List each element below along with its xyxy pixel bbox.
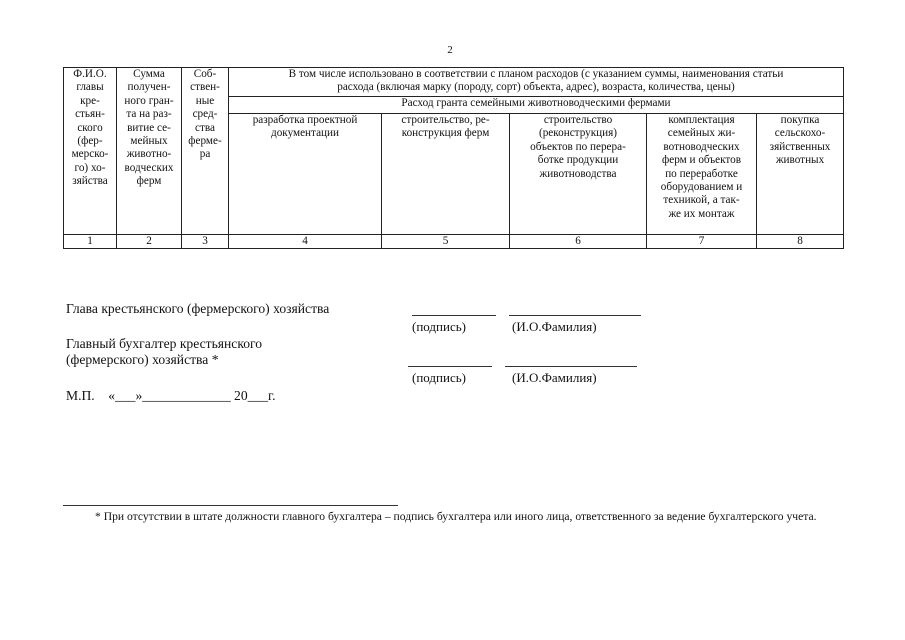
header-expense-plan: В том числе использовано в соответствии с планом расходов (с указанием суммы, наименования статьи расхода (включая марку (породу, сорт) объекта, адрес), возраста, количества, цены): [229, 68, 844, 97]
head-name-caption: (И.О.Фамилия): [512, 319, 597, 334]
footnote-separator: [63, 505, 398, 506]
header-animal-purchase: покупка сельскохо- зяйственных животных: [757, 114, 844, 235]
chief-accountant-label: Главный бухгалтер крестьянского (фермерского) хозяйства *: [66, 336, 263, 367]
column-number: 3: [182, 235, 229, 249]
header-processing-construction: строительство (реконструкция) объектов по перера- ботке продукции животноводства: [510, 114, 647, 235]
header-grant-sum: Сумма получен- ного гран- та на раз- витие се- мейных животно- водческих ферм: [117, 68, 182, 235]
accountant-signature-line: [408, 366, 492, 367]
accountant-name-caption: (И.О.Фамилия): [512, 370, 597, 385]
column-number: 2: [117, 235, 182, 249]
page-number: 2: [447, 44, 453, 56]
stamp-date-line: М.П. «___»_____________ 20___г.: [66, 388, 276, 403]
head-signature-caption: (подпись): [412, 319, 466, 334]
grant-expense-table: [63, 67, 844, 249]
header-equipment: комплектация семейных жи- вотноводческих ферм и объектов по переработке оборудованием и техникой, а так- же их монтаж: [647, 114, 757, 235]
column-number: 1: [64, 235, 117, 249]
header-project-documentation: разработка проектной документации: [229, 114, 382, 235]
accountant-name-line: [505, 366, 637, 367]
column-number: 5: [382, 235, 510, 249]
head-of-farm-label: Глава крестьянского (фермерского) хозяйства: [66, 301, 330, 316]
column-number: 7: [647, 235, 757, 249]
footnote-text: * При отсутствии в штате должности главного бухгалтера – подпись бухгалтера или иного лица, ответственного за ведение бухгалтерского учета.: [95, 510, 817, 523]
header-fio: Ф.И.О. главы кре- стьян- ского (фер- мерско- го) хо- зяйства: [64, 68, 117, 235]
head-name-line: [509, 315, 641, 316]
column-number: 6: [510, 235, 647, 249]
accountant-signature-caption: (подпись): [412, 370, 466, 385]
header-own-funds: Соб- ствен- ные сред- ства ферме- ра: [182, 68, 229, 235]
column-number: 4: [229, 235, 382, 249]
head-signature-line: [412, 315, 496, 316]
header-grant-expense: Расход гранта семейными животноводческими фермами: [229, 97, 844, 114]
column-number: 8: [757, 235, 844, 249]
header-farm-construction: строительство, ре- конструкция ферм: [382, 114, 510, 235]
